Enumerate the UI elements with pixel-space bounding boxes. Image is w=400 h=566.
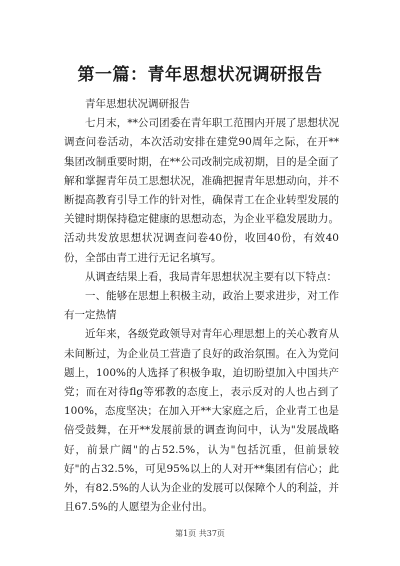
report-subtitle-paragraph: 青年思想状况调研报告 (85, 98, 190, 110)
page-number-footer: 第1页 共37页 (175, 529, 225, 538)
document-body (64, 95, 339, 517)
intro-paragraph: 七月末，**公司团委在青年职工范围内开展了思想状况调查问卷活动，本次活动安排在建党90周年之际，在开**集团改制重要时期，在**公司改制完成初期，目的是全面了解和掌握青年员工思想状况，准确把握青年思想动向，并不断提高教育引导工作的针对性，确保青工在企业转型发展的关键时期保持稳定健康的思想动态，为企业平稳发展助力。活动共发放思想状况调查问卷40份，收回40份，有效40份，全部由青工进行无记名填写。 (64, 117, 339, 264)
section-heading-paragraph: 一、能够在思想上积极主动，政治上要求进步，对工作有一定热情 (64, 290, 339, 322)
document-title: 第一篇：青年思想状况调研报告 (77, 65, 323, 85)
section-body-paragraph: 近年来，各级党政领导对青年心理思想上的关心教育从未间断过，为企业员工营造了良好的政治氛围。在入为党问题上，100%的人选择了积极争取，迫切盼望加入中国共产党；而在对待flg等邪教的态度上，表示反对的人也占到了100%，态度坚决；在加入开**大家庭之后，企业青工也是倍受鼓舞，在开**发展前景的调查询问中，认为"发展战略好，前景广阔"的占52.5%，认为"包括沉重，但前景较好"的占32.5%，可见95%以上的人对开**集团有信心；此外，有82.5%的人认为企业的发展可以保障个人的利益，并且67.5%的人愿望为企业付出。 (64, 328, 339, 514)
findings-intro-paragraph: 从调查结果上看，我局青年思想状况主要有以下特点： (85, 270, 337, 283)
